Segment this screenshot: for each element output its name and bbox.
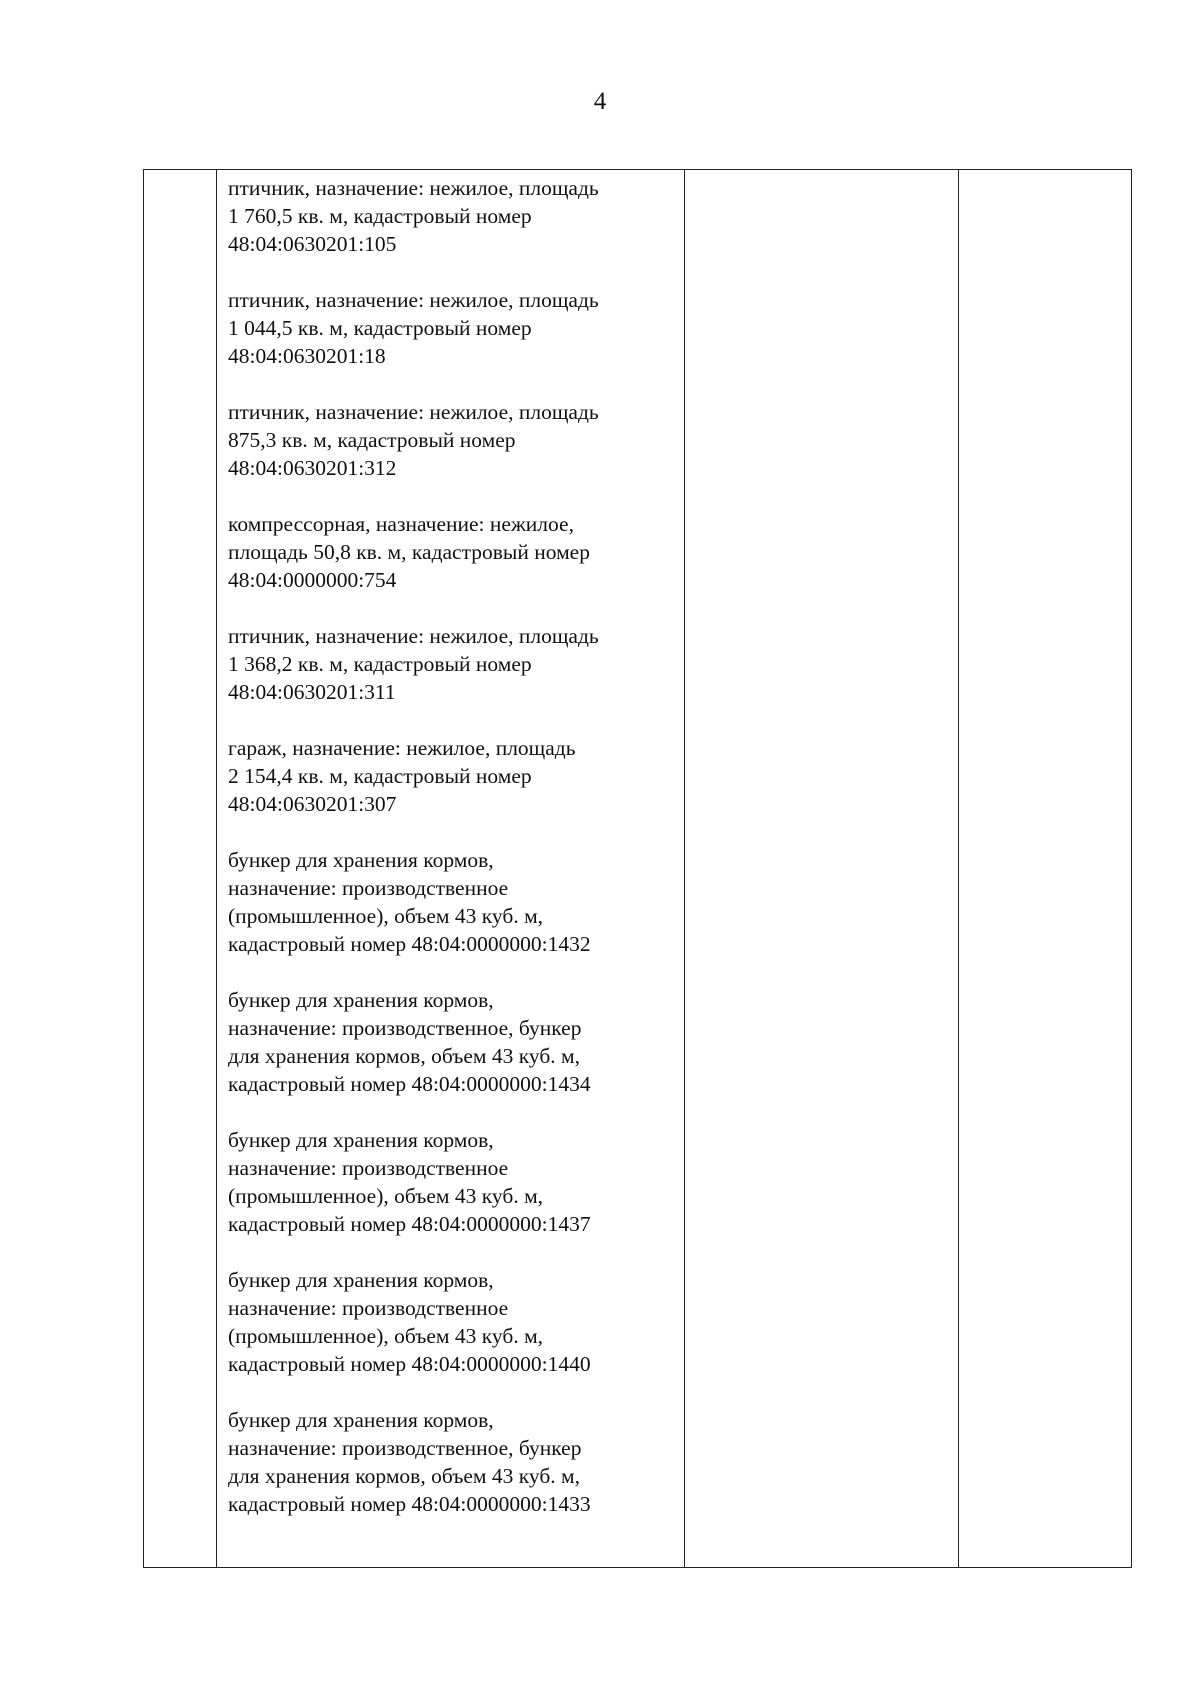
empty-cell-4 (959, 170, 1132, 1568)
list-item (228, 622, 674, 706)
entry-line: назначение: производственное, бункер (228, 1016, 582, 1040)
entry-line: (промышленное), объем 43 куб. м, (228, 1184, 544, 1208)
list-item (228, 286, 674, 370)
table-row (144, 170, 1132, 1568)
entry-line: площадь 50,8 кв. м, кадастровый номер (228, 540, 590, 564)
entry-line: для хранения кормов, объем 43 куб. м, (228, 1044, 581, 1068)
entry-line: 48:04:0630201:18 (228, 344, 386, 368)
list-item (228, 734, 674, 818)
entry-line: птичник, назначение: нежилое, площадь (228, 288, 599, 312)
entry-line: назначение: производственное (228, 1296, 509, 1320)
entry-line: кадастровый номер 48:04:0000000:1440 (228, 1352, 591, 1376)
entry-line: птичник, назначение: нежилое, площадь (228, 400, 599, 424)
number-cell (144, 170, 217, 1568)
empty-cell-3 (685, 170, 959, 1568)
entry-line: 48:04:0000000:754 (228, 568, 397, 592)
entry-line: для хранения кормов, объем 43 куб. м, (228, 1464, 581, 1488)
list-item (228, 1266, 674, 1378)
entry-line: 1 044,5 кв. м, кадастровый номер (228, 316, 532, 340)
entry-line: бункер для хранения кормов, (228, 1408, 494, 1432)
entry-line: назначение: производственное (228, 1156, 509, 1180)
description-cell (217, 170, 685, 1568)
list-item (228, 986, 674, 1098)
entry-line: кадастровый номер 48:04:0000000:1432 (228, 932, 591, 956)
entry-line: 1 368,2 кв. м, кадастровый номер (228, 652, 532, 676)
entry-line: кадастровый номер 48:04:0000000:1434 (228, 1072, 591, 1096)
entry-line: бункер для хранения кормов, (228, 1268, 494, 1292)
entry-line: бункер для хранения кормов, (228, 1128, 494, 1152)
entry-list (228, 174, 674, 1518)
entry-line: 48:04:0630201:312 (228, 456, 397, 480)
entry-line: 48:04:0630201:311 (228, 680, 396, 704)
entry-line: кадастровый номер 48:04:0000000:1437 (228, 1212, 591, 1236)
entry-line: 48:04:0630201:105 (228, 232, 397, 256)
entry-line: назначение: производственное (228, 876, 509, 900)
property-table (143, 169, 1132, 1568)
entry-line: птичник, назначение: нежилое, площадь (228, 176, 599, 200)
entry-line: компрессорная, назначение: нежилое, (228, 512, 574, 536)
list-item (228, 398, 674, 482)
list-item (228, 1406, 674, 1518)
entry-line: 48:04:0630201:307 (228, 792, 397, 816)
entry-line: (промышленное), объем 43 куб. м, (228, 1324, 544, 1348)
entry-line: назначение: производственное, бункер (228, 1436, 582, 1460)
list-item (228, 174, 674, 258)
list-item (228, 510, 674, 594)
list-item (228, 846, 674, 958)
list-item (228, 1126, 674, 1238)
entry-line: бункер для хранения кормов, (228, 988, 494, 1012)
entry-line: 1 760,5 кв. м, кадастровый номер (228, 204, 532, 228)
entry-line: кадастровый номер 48:04:0000000:1433 (228, 1492, 591, 1516)
entry-line: гараж, назначение: нежилое, площадь (228, 736, 576, 760)
page-number: 4 (593, 88, 607, 115)
entry-line: птичник, назначение: нежилое, площадь (228, 624, 599, 648)
entry-line: (промышленное), объем 43 куб. м, (228, 904, 544, 928)
entry-line: 875,3 кв. м, кадастровый номер (228, 428, 516, 452)
entry-line: 2 154,4 кв. м, кадастровый номер (228, 764, 532, 788)
entry-line: бункер для хранения кормов, (228, 848, 494, 872)
